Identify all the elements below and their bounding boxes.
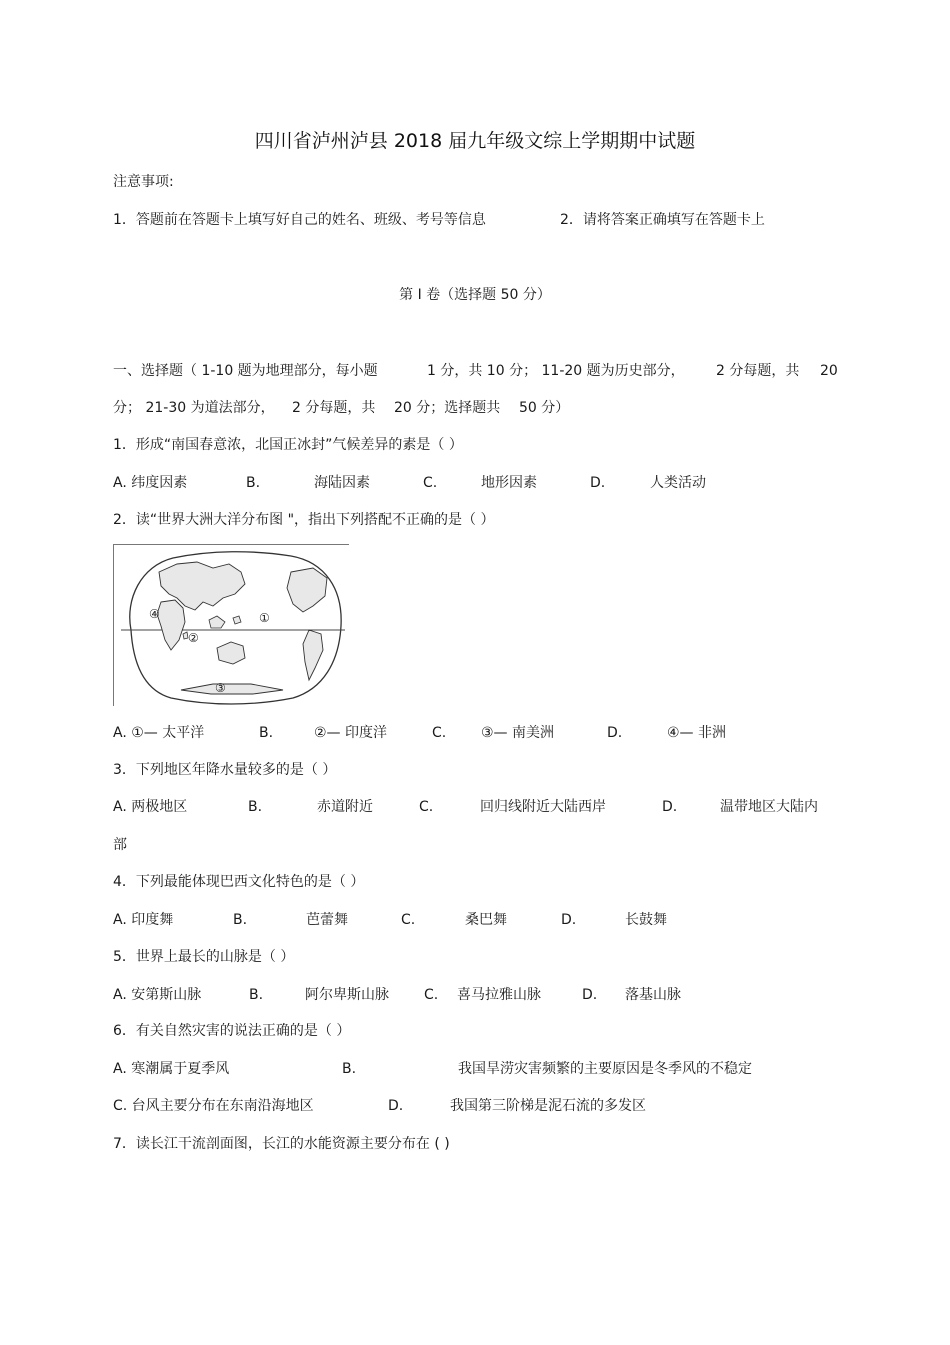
q1-option-d-letter: D. <box>590 475 606 491</box>
intro-line2-part4: 50 分） <box>519 400 570 416</box>
q4-option-d-text: 长鼓舞 <box>625 912 667 928</box>
q1-option-c-letter: C. <box>423 475 438 491</box>
q4-option-a: A. 印度舞 <box>113 912 174 928</box>
notice-heading: 注意事项: <box>113 174 174 190</box>
q6-option-d-text: 我国第三阶梯是泥石流的多发区 <box>450 1098 646 1114</box>
q5-option-b-letter: B. <box>249 987 264 1003</box>
notice-item-2: 2．请将答案正确填写在答题卡上 <box>560 212 765 228</box>
q6-option-a: A. 寒潮属于夏季风 <box>113 1061 230 1077</box>
intro-line1-part2: 1 分，共 10 分； 11-20 题为历史部分， <box>427 363 685 379</box>
q4-option-b-text: 芭蕾舞 <box>306 912 348 928</box>
q5-option-a: A. 安第斯山脉 <box>113 987 202 1003</box>
q1-option-b-letter: B. <box>246 475 261 491</box>
q5-option-c-letter: C. <box>424 987 439 1003</box>
map-label-1: ① <box>259 611 270 625</box>
question-5-stem: 5．世界上最长的山脉是（ ） <box>113 949 295 965</box>
q2-option-b-letter: B. <box>259 725 274 741</box>
q2-option-d-text: ④— 非洲 <box>667 725 727 741</box>
intro-line2-part3: 20 分；选择题共 <box>394 400 501 416</box>
continent-australia <box>217 642 245 664</box>
q3-option-b-letter: B. <box>248 799 263 815</box>
intro-line2-part1: 分； 21-30 为道法部分， <box>113 400 275 416</box>
continent-north-america <box>287 568 327 612</box>
question-1-stem: 1．形成“南国春意浓，北国正冰封”气候差异的素是（ ） <box>113 437 463 453</box>
continent-antarctica <box>181 684 283 694</box>
section-title: 第 I 卷（选择题 50 分） <box>399 287 551 303</box>
q3-option-c-text: 回归线附近大陆西岸 <box>480 799 606 815</box>
notice-item-1: 1．答题前在答题卡上填写好自己的姓名、班级、考号等信息 <box>113 212 486 228</box>
q4-option-b-letter: B. <box>233 912 248 928</box>
intro-line2-part2: 2 分每题，共 <box>292 400 376 416</box>
intro-line1-part1: 一、选择题（ 1-10 题为地理部分，每小题 <box>113 363 378 379</box>
q1-option-a: A. 纬度因素 <box>113 475 188 491</box>
q3-option-d-text: 温带地区大陆内 <box>720 799 818 815</box>
q2-option-c-text: ③— 南美洲 <box>481 725 555 741</box>
question-7-stem: 7．读长江干流剖面图，长江的水能资源主要分布在 ( ) <box>113 1136 450 1152</box>
q3-option-b-text: 赤道附近 <box>317 799 373 815</box>
q5-option-d-text: 落基山脉 <box>625 987 681 1003</box>
q2-option-d-letter: D. <box>607 725 623 741</box>
q2-option-a: A. ①— 太平洋 <box>113 725 205 741</box>
q2-option-c-letter: C. <box>432 725 447 741</box>
q6-option-b-text: 我国旱涝灾害频繁的主要原因是冬季风的不稳定 <box>458 1061 752 1077</box>
q4-option-c-letter: C. <box>401 912 416 928</box>
q3-option-d-wrap: 部 <box>113 837 127 853</box>
q1-option-b-text: 海陆因素 <box>314 475 370 491</box>
q1-option-c-text: 地形因素 <box>481 475 537 491</box>
q6-option-c: C. 台风主要分布在东南沿海地区 <box>113 1098 314 1114</box>
q3-option-d-letter: D. <box>662 799 678 815</box>
question-4-stem: 4．下列最能体现巴西文化特色的是（ ） <box>113 874 365 890</box>
q3-option-a: A. 两极地区 <box>113 799 188 815</box>
q6-option-b-letter: B. <box>342 1061 357 1077</box>
continent-south-america <box>303 630 323 680</box>
continent-africa <box>157 600 185 650</box>
q2-option-b-text: ②— 印度洋 <box>314 725 388 741</box>
question-3-stem: 3．下列地区年降水量较多的是（ ） <box>113 762 337 778</box>
q3-option-c-letter: C. <box>419 799 434 815</box>
q4-option-d-letter: D. <box>561 912 577 928</box>
exam-title: 四川省泸州泸县 2018 届九年级文综上学期期中试题 <box>254 130 696 152</box>
question-2-stem: 2．读“世界大洲大洋分布图 "，指出下列搭配不正确的是（ ） <box>113 512 495 528</box>
q5-option-b-text: 阿尔卑斯山脉 <box>305 987 389 1003</box>
map-label-2: ② <box>188 631 199 645</box>
q5-option-d-letter: D. <box>582 987 598 1003</box>
q5-option-c-text: 喜马拉雅山脉 <box>457 987 541 1003</box>
map-label-3: ③ <box>215 681 226 695</box>
q4-option-c-text: 桑巴舞 <box>465 912 507 928</box>
question-6-stem: 6．有关自然灾害的说法正确的是（ ） <box>113 1023 351 1039</box>
intro-line1-part3: 2 分每题，共 <box>716 363 800 379</box>
intro-line1-part4: 20 <box>820 363 838 379</box>
q1-option-d-text: 人类活动 <box>650 475 706 491</box>
map-label-4: ④ <box>149 607 160 621</box>
q6-option-d-letter: D. <box>388 1098 404 1114</box>
world-map-figure <box>113 544 349 706</box>
